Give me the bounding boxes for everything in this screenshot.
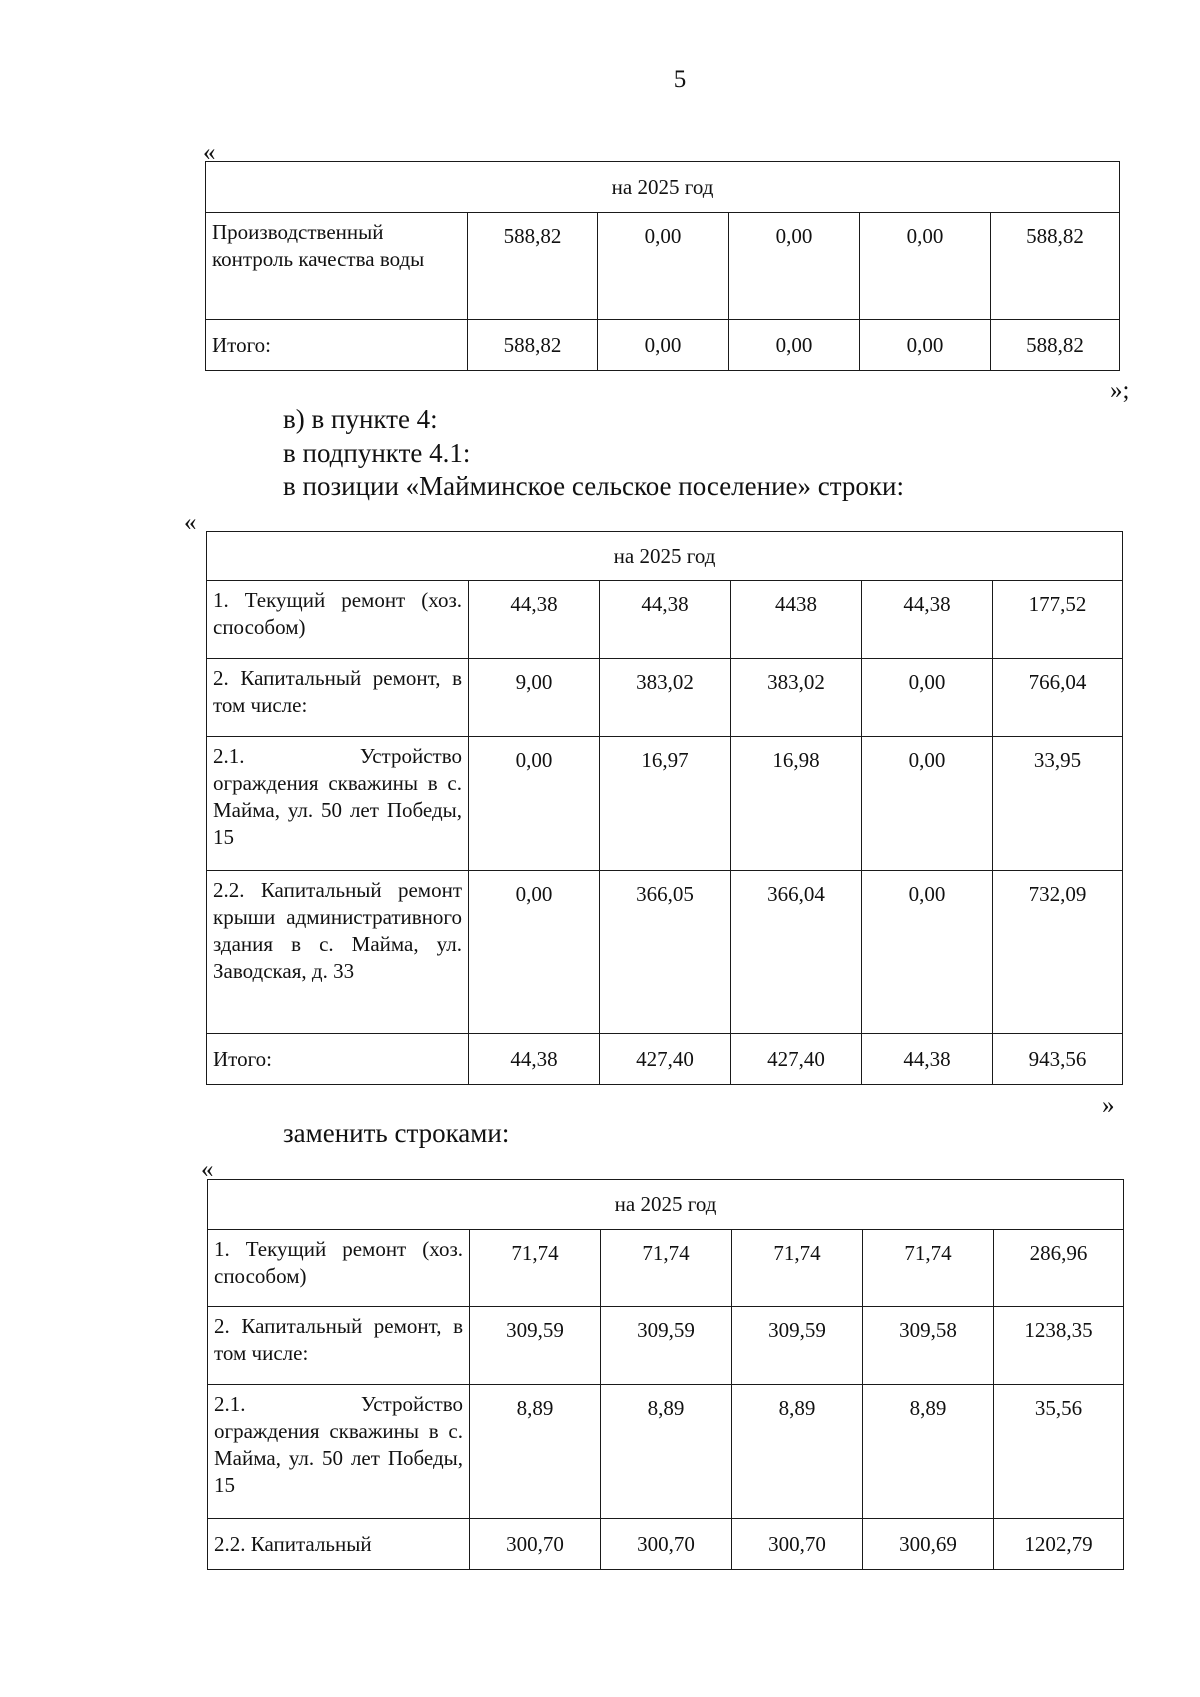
- row-value: 35,56: [994, 1385, 1124, 1519]
- row-value: 44,38: [469, 1034, 600, 1085]
- row-value: 44,38: [469, 581, 600, 659]
- row-value: 309,59: [732, 1307, 863, 1385]
- row-value: 300,70: [601, 1519, 732, 1570]
- row-value: 0,00: [469, 871, 600, 1034]
- table-header: на 2025 год: [206, 162, 1120, 213]
- row-value: 300,70: [470, 1519, 601, 1570]
- row-value: 766,04: [993, 659, 1123, 737]
- table-row: [207, 581, 1123, 659]
- row-value: 0,00: [598, 213, 729, 320]
- row-value: 0,00: [862, 871, 993, 1034]
- row-value: 732,09: [993, 871, 1123, 1034]
- row-value: 588,82: [991, 320, 1120, 371]
- row-name: 2.2. Капитальный ремонт крыши административного здания в с. Майма, ул. Заводская, д. 33: [207, 871, 469, 1034]
- row-name: 1. Текущий ремонт (хоз. способом): [208, 1230, 470, 1307]
- table-row: [206, 213, 1120, 320]
- row-value: 286,96: [994, 1230, 1124, 1307]
- row-name: 2. Капитальный ремонт, в том числе:: [207, 659, 469, 737]
- row-value: 16,98: [731, 737, 862, 871]
- instruction-line: в) в пункте 4:: [283, 404, 438, 434]
- row-value: 383,02: [600, 659, 731, 737]
- row-value: 427,40: [731, 1034, 862, 1085]
- row-name: 2. Капитальный ремонт, в том числе:: [208, 1307, 470, 1385]
- row-value: 71,74: [863, 1230, 994, 1307]
- table-row-total: [207, 1034, 1123, 1085]
- row-value: 300,69: [863, 1519, 994, 1570]
- table-new-rows: [207, 1179, 1124, 1570]
- table-row: [208, 1230, 1124, 1307]
- row-value: 1238,35: [994, 1307, 1124, 1385]
- row-value: 0,00: [860, 213, 991, 320]
- row-name: 2.1. Устройство ограждения скважины в с. Майма, ул. 50 лет Победы, 15: [207, 737, 469, 871]
- row-value: 588,82: [468, 213, 598, 320]
- table-row: [207, 737, 1123, 871]
- row-value: 16,97: [600, 737, 731, 871]
- row-value: 8,89: [470, 1385, 601, 1519]
- row-name: 2.1. Устройство ограждения скважины в с. Майма, ул. 50 лет Победы, 15: [208, 1385, 470, 1519]
- open-quote: «: [203, 139, 216, 166]
- instruction-line: в подпункте 4.1:: [283, 438, 471, 468]
- row-value: 44,38: [862, 1034, 993, 1085]
- table-row: [208, 1385, 1124, 1519]
- open-quote: «: [201, 1156, 214, 1183]
- table-row: [208, 1307, 1124, 1385]
- row-value: 427,40: [600, 1034, 731, 1085]
- close-quote: »: [1102, 1092, 1115, 1119]
- instruction-line: заменить строками:: [283, 1118, 510, 1148]
- row-value: 309,58: [863, 1307, 994, 1385]
- table-row-total: [206, 320, 1120, 371]
- row-value: 943,56: [993, 1034, 1123, 1085]
- close-quote: »;: [1110, 377, 1130, 404]
- row-value: 4438: [731, 581, 862, 659]
- row-value: 0,00: [598, 320, 729, 371]
- table-row: [208, 1519, 1124, 1570]
- row-value: 588,82: [468, 320, 598, 371]
- table-header: на 2025 год: [208, 1180, 1124, 1230]
- table-old-rows: [206, 531, 1123, 1085]
- open-quote: «: [184, 509, 197, 536]
- row-value: 8,89: [863, 1385, 994, 1519]
- row-value: 0,00: [860, 320, 991, 371]
- row-value: 588,82: [991, 213, 1120, 320]
- instruction-line: в позиции «Майминское сельское поселение» строки:: [283, 471, 904, 501]
- row-name: Итого:: [206, 320, 468, 371]
- page-number: 5: [673, 66, 687, 93]
- row-value: 44,38: [600, 581, 731, 659]
- row-name: Итого:: [207, 1034, 469, 1085]
- row-value: 0,00: [729, 213, 860, 320]
- row-value: 9,00: [469, 659, 600, 737]
- row-value: 71,74: [601, 1230, 732, 1307]
- row-value: 0,00: [729, 320, 860, 371]
- row-value: 44,38: [862, 581, 993, 659]
- row-value: 383,02: [731, 659, 862, 737]
- row-value: 71,74: [732, 1230, 863, 1307]
- row-value: 0,00: [862, 737, 993, 871]
- row-value: 33,95: [993, 737, 1123, 871]
- row-value: 309,59: [470, 1307, 601, 1385]
- row-name: Производственный контроль качества воды: [206, 213, 468, 320]
- row-name: 2.2. Капитальный: [208, 1519, 470, 1570]
- row-value: 71,74: [470, 1230, 601, 1307]
- table-header: на 2025 год: [207, 532, 1123, 581]
- table-row: [207, 659, 1123, 737]
- row-value: 366,04: [731, 871, 862, 1034]
- row-value: 177,52: [993, 581, 1123, 659]
- table-production-control: [205, 161, 1120, 371]
- row-value: 309,59: [601, 1307, 732, 1385]
- row-value: 8,89: [601, 1385, 732, 1519]
- table-row: [207, 871, 1123, 1034]
- row-name: 1. Текущий ремонт (хоз. способом): [207, 581, 469, 659]
- row-value: 300,70: [732, 1519, 863, 1570]
- row-value: 366,05: [600, 871, 731, 1034]
- row-value: 0,00: [862, 659, 993, 737]
- row-value: 8,89: [732, 1385, 863, 1519]
- row-value: 1202,79: [994, 1519, 1124, 1570]
- row-value: 0,00: [469, 737, 600, 871]
